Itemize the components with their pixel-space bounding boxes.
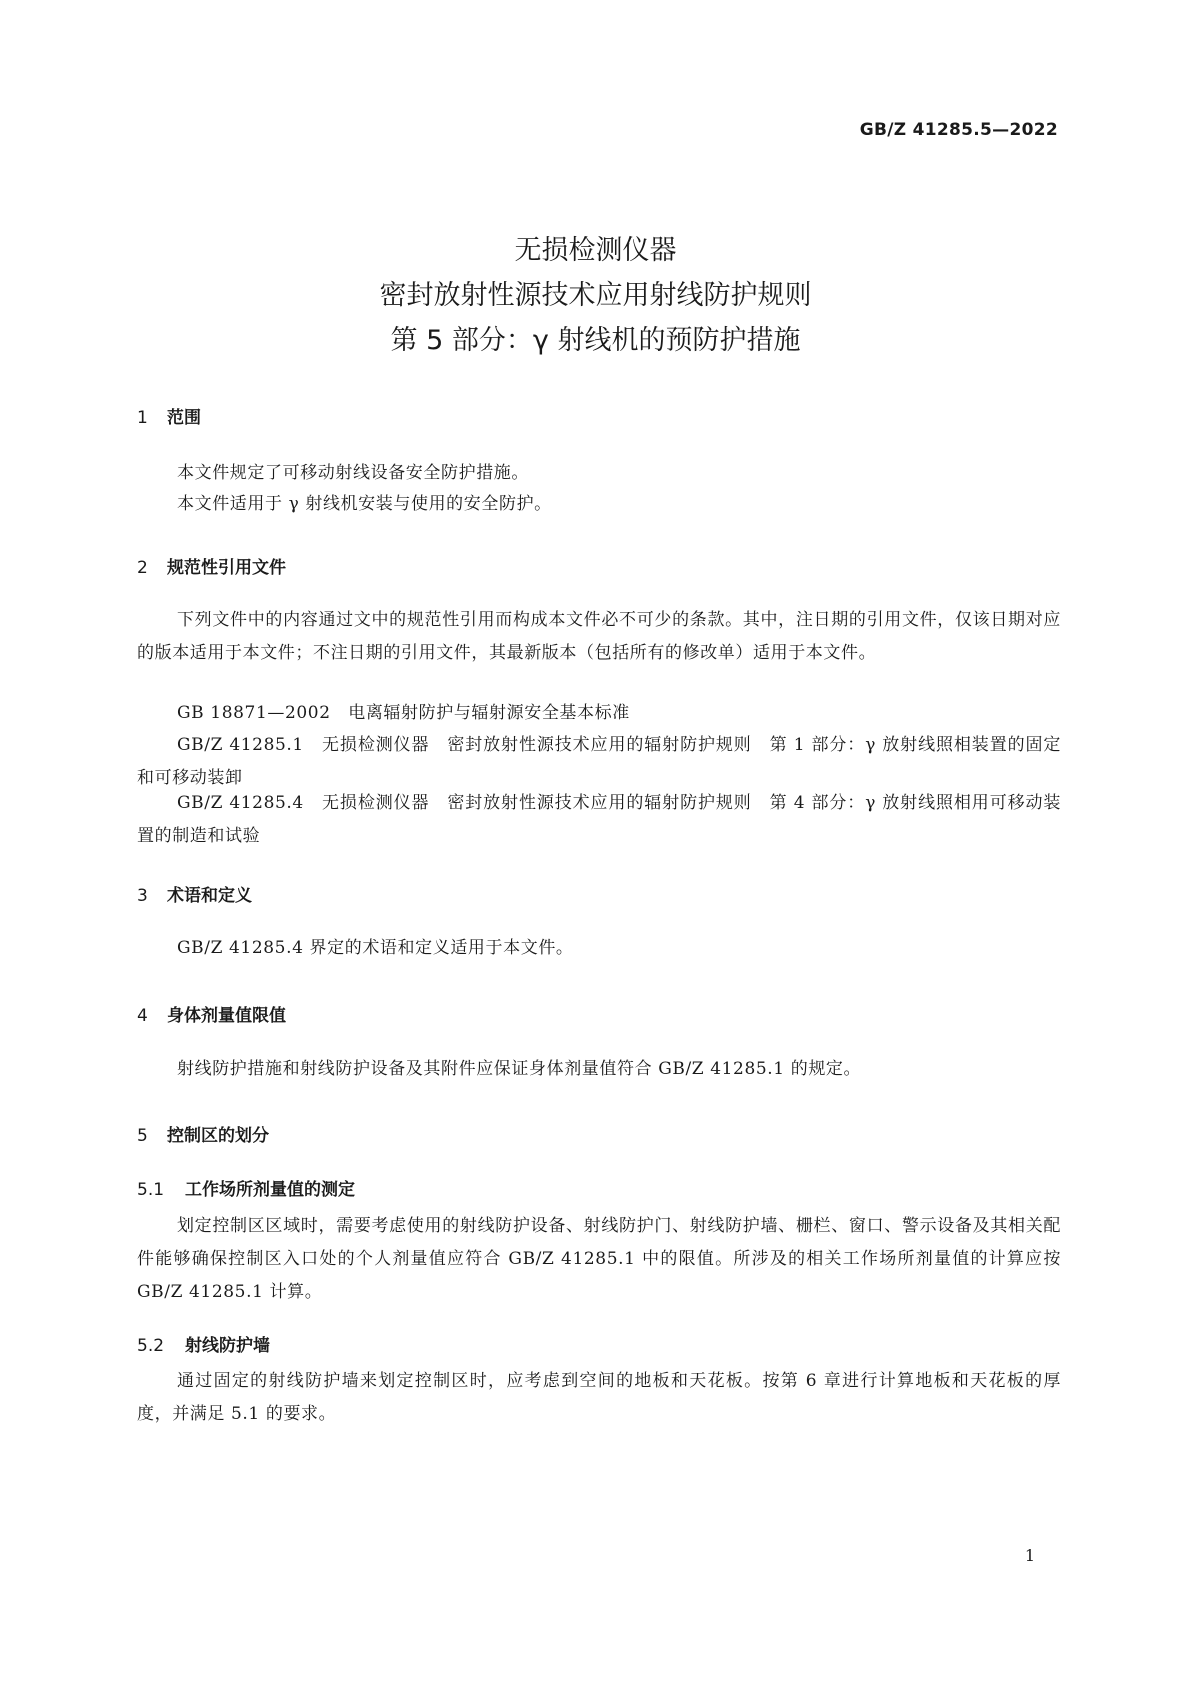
section-5-1-heading — [137, 1175, 355, 1200]
section-title: 规范性引用文件 — [167, 558, 286, 578]
section-3-heading — [137, 881, 252, 906]
subsection-number: 5.2 — [137, 1336, 165, 1356]
section-3-paragraph: GB/Z 41285.4 界定的术语和定义适用于本文件。 — [177, 938, 574, 958]
section-title: 范围 — [167, 408, 201, 428]
section-number: 2 — [137, 558, 148, 578]
section-5-2-heading — [137, 1331, 270, 1356]
section-number: 1 — [137, 408, 148, 428]
section-title: 身体剂量值限值 — [167, 1006, 286, 1026]
section-title: 控制区的划分 — [167, 1126, 269, 1146]
section-1-heading — [137, 403, 201, 428]
reference-item-2: GB/Z 41285.1 无损检测仪器 密封放射性源技术应用的辐射防护规则 第 1 部分：γ 放射线照相装置的固定和可移动装卸 — [137, 735, 1061, 788]
section-2-intro: 下列文件中的内容通过文中的规范性引用而构成本文件必不可少的条款。其中，注日期的引用文件，仅该日期对应的版本适用于本文件；不注日期的引用文件，其最新版本（包括所有的修改单）适用于本文件。 — [137, 610, 1061, 663]
section-1-paragraph-1: 本文件规定了可移动射线设备安全防护措施。 — [177, 463, 529, 483]
title-line-3: 第 5 部分：γ 射线机的预防护措施 — [390, 325, 801, 356]
section-number: 5 — [137, 1126, 148, 1146]
subsection-title: 工作场所剂量值的测定 — [185, 1180, 355, 1200]
section-1-paragraph-2: 本文件适用于 γ 射线机安装与使用的安全防护。 — [177, 494, 552, 514]
page-number: 1 — [1024, 1546, 1035, 1565]
title-line-1: 无损检测仪器 — [514, 235, 677, 266]
subsection-number: 5.1 — [137, 1180, 165, 1200]
standard-code: GB/Z 41285.5—2022 — [859, 120, 1058, 140]
reference-item-1: GB 18871—2002 电离辐射防护与辐射源安全基本标准 — [177, 703, 630, 723]
title-line-2: 密封放射性源技术应用射线防护规则 — [379, 280, 812, 311]
section-5-2-paragraph: 通过固定的射线防护墙来划定控制区时，应考虑到空间的地板和天花板。按第 6 章进行计算地板和天花板的厚度，并满足 5.1 的要求。 — [137, 1371, 1061, 1424]
section-5-heading — [137, 1121, 269, 1146]
section-number: 4 — [137, 1006, 148, 1026]
section-2-heading — [137, 553, 286, 578]
section-title: 术语和定义 — [167, 886, 252, 906]
section-4-heading — [137, 1001, 286, 1026]
document-title — [0, 228, 1191, 363]
section-4-paragraph: 射线防护措施和射线防护设备及其附件应保证身体剂量值符合 GB/Z 41285.1 的规定。 — [177, 1059, 862, 1079]
section-5-1-paragraph: 划定控制区区域时，需要考虑使用的射线防护设备、射线防护门、射线防护墙、栅栏、窗口、警示设备及其相关配件能够确保控制区入口处的个人剂量值应符合 GB/Z 41285.1 中的限值。所涉及的相关工作场所剂量值的计算应按 GB/Z 41285.1 计算。 — [137, 1216, 1061, 1302]
subsection-title: 射线防护墙 — [185, 1336, 270, 1356]
section-number: 3 — [137, 886, 148, 906]
reference-item-3: GB/Z 41285.4 无损检测仪器 密封放射性源技术应用的辐射防护规则 第 4 部分：γ 放射线照相用可移动装置的制造和试验 — [137, 793, 1061, 846]
